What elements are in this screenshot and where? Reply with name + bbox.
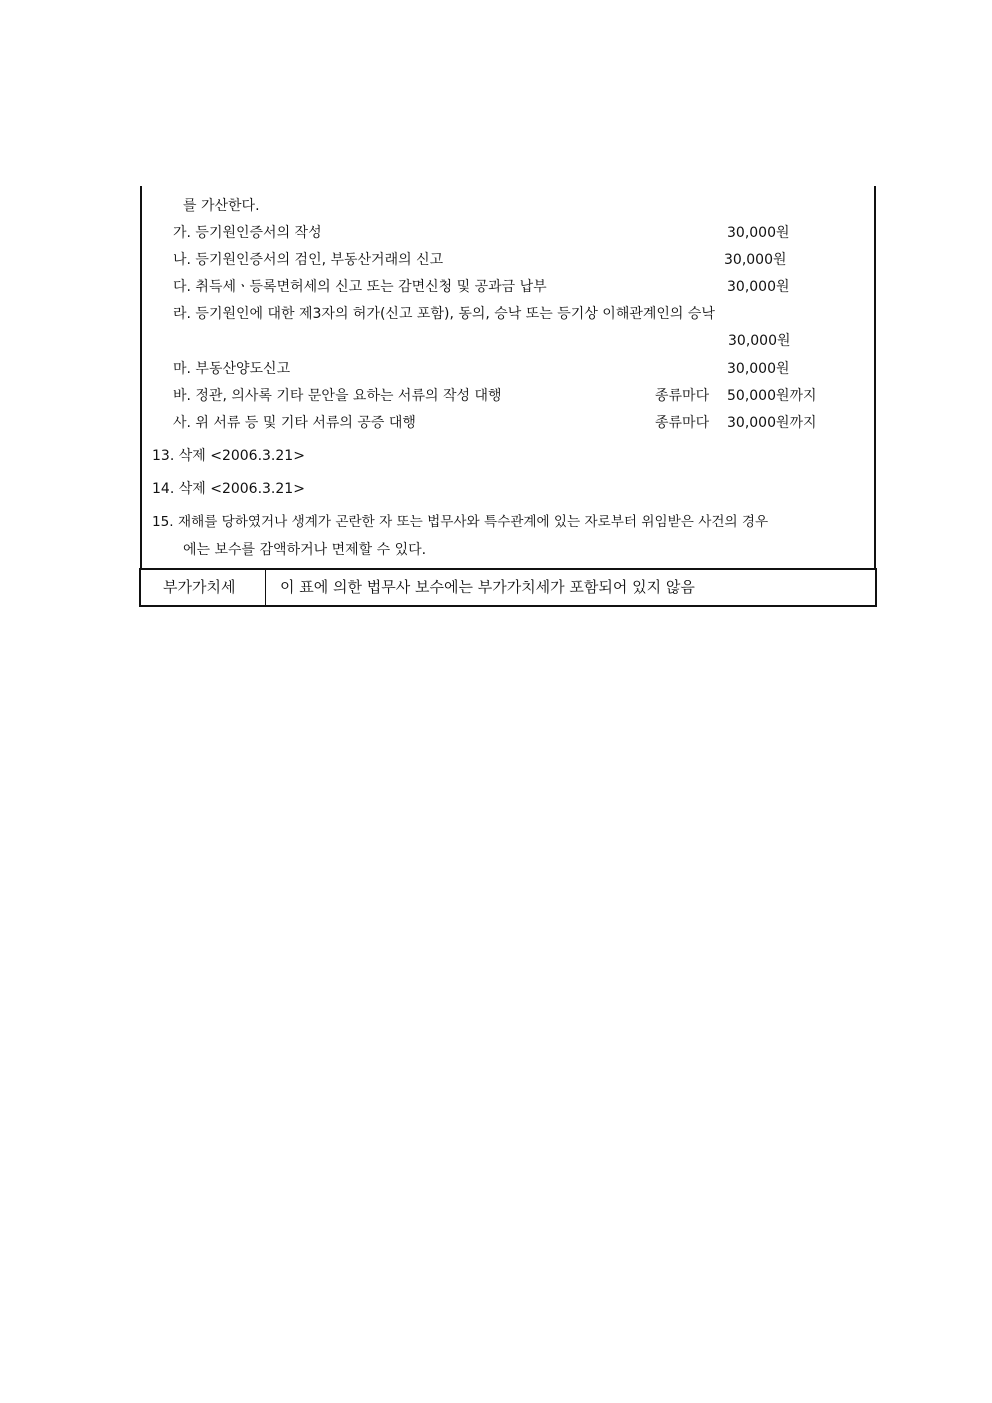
item-na-amount: 30,000원 <box>724 252 787 268</box>
intro-line: 를 가산한다. <box>183 198 260 214</box>
item-da-label: 다. 취득세ㆍ등록면허세의 신고 또는 감면신청 및 공과금 납부 <box>173 279 547 295</box>
item-sa-unit: 종류마다 <box>655 415 710 431</box>
item-ba-unit: 종류마다 <box>655 388 710 404</box>
vat-note: 이 표에 의한 법무사 보수에는 부가가치세가 포함되어 있지 않음 <box>280 578 695 596</box>
item-sa-label: 사. 위 서류 등 및 기타 서류의 공증 대행 <box>173 415 416 431</box>
item-ga-amount: 30,000원 <box>727 225 790 241</box>
fee-table-continuation-cell <box>140 186 876 568</box>
item-15-line2: 에는 보수를 감액하거나 면제할 수 있다. <box>183 542 427 558</box>
item-15-line1: 15. 재해를 당하였거나 생계가 곤란한 자 또는 법무사와 특수관계에 있는 자로부터 위임받은 사건의 경우 <box>152 514 769 530</box>
vat-column-divider <box>265 570 266 605</box>
item-14: 14. 삭제 <2006.3.21> <box>152 481 305 497</box>
item-ma-label: 마. 부동산양도신고 <box>173 361 291 377</box>
item-na-label: 나. 등기원인증서의 검인, 부동산거래의 신고 <box>173 252 444 268</box>
item-ga-label: 가. 등기원인증서의 작성 <box>173 225 322 241</box>
vat-label: 부가가치세 <box>163 578 236 596</box>
item-sa-amount: 30,000원까지 <box>727 415 817 431</box>
item-ba-label: 바. 정관, 의사록 기타 문안을 요하는 서류의 작성 대행 <box>173 388 502 404</box>
item-ma-amount: 30,000원 <box>727 361 790 377</box>
item-da-amount: 30,000원 <box>727 279 790 295</box>
item-13: 13. 삭제 <2006.3.21> <box>152 448 305 464</box>
item-ra-label: 라. 등기원인에 대한 제3자의 허가(신고 포함), 동의, 승낙 또는 등기상 이해관계인의 승낙 <box>173 306 715 322</box>
item-ba-amount: 50,000원까지 <box>727 388 817 404</box>
item-ra-amount: 30,000원 <box>728 333 791 349</box>
